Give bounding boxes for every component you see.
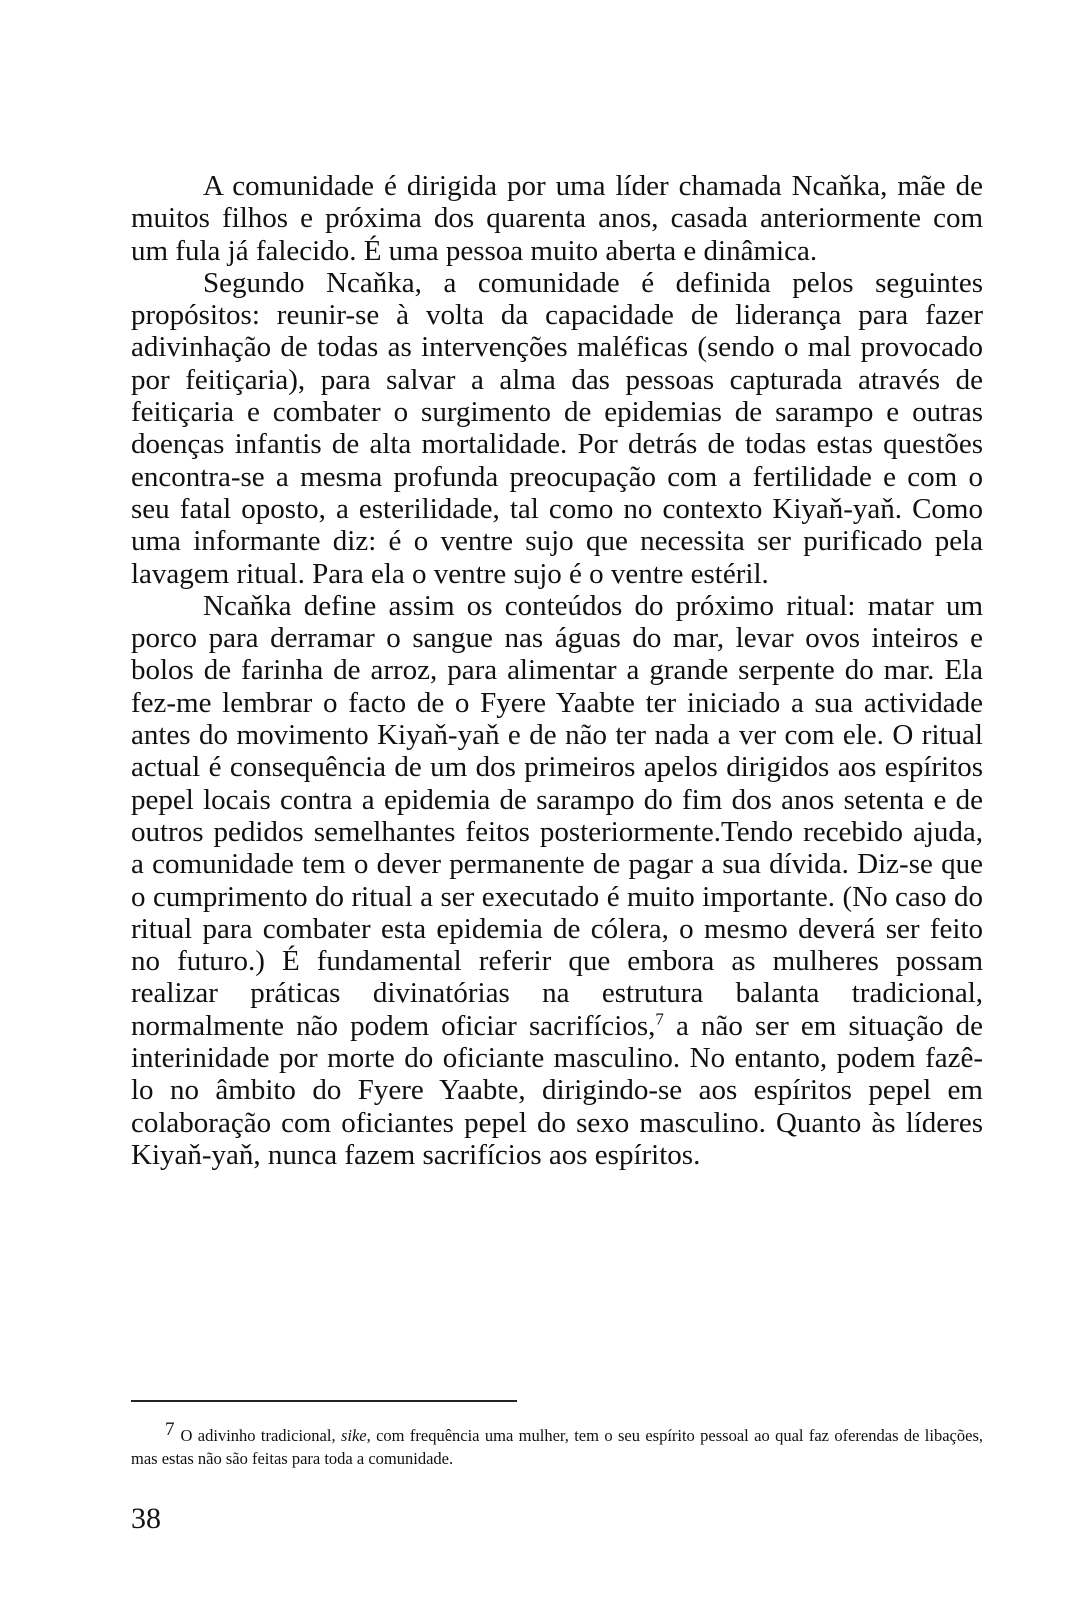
- paragraph-3: [131, 590, 983, 1171]
- body-text: [131, 170, 983, 1171]
- paragraph-2: [131, 267, 983, 590]
- footnote-term: sike: [340, 1426, 367, 1445]
- paragraph-1-text: A comunidade é dirigida por uma líder chamada Ncaňka, mãe de muitos filhos e próxima dos quarenta anos, casada anteriormente com um fula já falecido. É uma pessoa muito aberta e dinâmica.: [131, 170, 983, 267]
- paragraph-3-text-after-note: a não ser em situação de interinidade por morte do oficiante masculino. No entanto, podem fazê-lo no âmbito do Fyere Yaabte, dirigindo-se aos espíritos pepel em colaboração com oficiantes pepel do sexo masculino. Quanto às líderes Kiyaň-yaň, nunca fazem sacrifícios aos espíritos.: [131, 1009, 983, 1171]
- footnote-reference-7: 7: [655, 1009, 664, 1029]
- footnote-text-before: O adivinho tradicional,: [180, 1426, 341, 1445]
- footnote-marker: 7: [165, 1419, 175, 1440]
- page-number: 38: [131, 1502, 161, 1535]
- paragraph-3-text-before-note: Ncaňka define assim os conteúdos do próximo ritual: matar um porco para derramar o sangue nas águas do mar, levar ovos inteiros e bolos de farinha de arroz, para alimentar a grande serpente do mar. Ela fez-me lembrar o facto de o Fyere Yaabte ter iniciado a sua actividade antes do movimento Kiyaň-yaň e de não ter nada a ver com ele. O ritual actual é consequência de um dos primeiros apelos dirigidos aos espíritos pepel locais contra a epidemia de sarampo do fim dos anos setenta e de outros pedidos semelhantes feitos posteriormente.Tendo recebido ajuda, a comunidade tem o dever permanente de pagar a sua dívida. Diz-se que o cumprimento do ritual a ser executado é muito importante. (No caso do ritual para combater esta epidemia de cólera, o mesmo deverá ser feito no futuro.) É fundamental referir que embora as mulheres possam realizar práticas divinatórias na estrutura balanta tradicional, normalmente não podem oficiar sacrifícios,: [131, 589, 983, 1042]
- paragraph-2-text: Segundo Ncaňka, a comunidade é definida pelos seguintes propósitos: reunir-se à volta da capacidade de liderança para fazer adivinhação de todas as intervenções maléficas (sendo o mal provocado por feitiçaria), para salvar a alma das pessoas capturada através de feitiçaria e combater o surgimento de epidemias de sarampo e outras doenças infantis de alta mortalidade. Por detrás de todas estas questões encontra-se a mesma profunda preocupação com a fertilidade e com o seu fatal oposto, a esterilidade, tal como no contexto Kiyaň-yaň. Como uma informante diz: é o ventre sujo que necessita ser purificado pela lavagem ritual. Para ela o ventre sujo é o ventre estéril.: [131, 266, 983, 590]
- footnote-7: [131, 1418, 983, 1470]
- footnote-divider: [131, 1400, 517, 1402]
- footnote-text-after: , com frequência uma mulher, tem o seu espírito pessoal ao qual faz oferendas de libações, mas estas não são feitas para toda a comunidade.: [131, 1426, 983, 1468]
- paragraph-1: [131, 170, 983, 267]
